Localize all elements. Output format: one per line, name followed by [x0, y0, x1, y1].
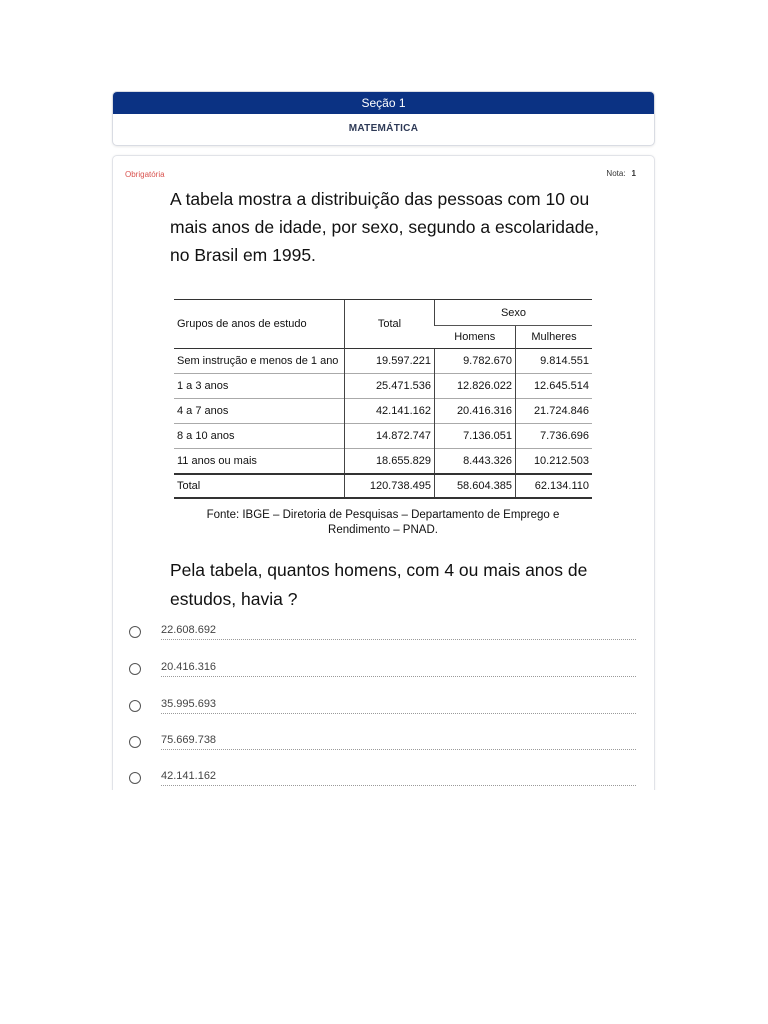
cell-homens: 12.826.022 — [435, 374, 516, 399]
col-header-total: Total — [345, 300, 435, 349]
answer-option-label: 42.141.162 — [161, 770, 636, 786]
col-header-homens: Homens — [435, 326, 516, 349]
question-statement: A tabela mostra a distribuição das pessoas com 10 ou mais anos de idade, por sexo, segundo a escolaridade, no Brasil em 1995. — [170, 189, 600, 265]
table-source: Fonte: IBGE – Diretoria de Pesquisas – Departamento de Emprego e Rendimento – PNAD. — [206, 509, 560, 536]
cell-homens: 9.782.670 — [435, 349, 516, 374]
col-header-group: Grupos de anos de estudo — [174, 300, 345, 349]
cell-group: Total — [174, 474, 345, 498]
grade — [606, 169, 636, 178]
cell-total: 14.872.747 — [345, 424, 435, 449]
col-header-mulheres: Mulheres — [516, 326, 593, 349]
answer-option-label: 35.995.693 — [161, 698, 636, 714]
radio-button[interactable] — [129, 772, 141, 784]
cell-homens: 7.136.051 — [435, 424, 516, 449]
answer-option[interactable] — [123, 624, 638, 648]
cell-mulheres: 62.134.110 — [516, 474, 593, 498]
section-subtitle: MATEMÁTICA — [348, 123, 419, 134]
cell-total: 120.738.495 — [345, 474, 435, 498]
table-total-row — [174, 474, 592, 498]
cell-total: 42.141.162 — [345, 399, 435, 424]
section-card — [112, 91, 655, 146]
table-row — [174, 399, 592, 424]
answer-option-label: 75.669.738 — [161, 734, 636, 750]
cell-mulheres: 10.212.503 — [516, 449, 593, 475]
answer-option-label: 20.416.316 — [161, 661, 636, 677]
cell-group: 11 anos ou mais — [174, 449, 345, 475]
table-row — [174, 374, 592, 399]
table-row — [174, 424, 592, 449]
col-header-sexo: Sexo — [435, 300, 593, 326]
answer-option[interactable] — [123, 734, 638, 758]
cell-homens: 8.443.326 — [435, 449, 516, 475]
page-blank-area — [0, 790, 768, 1024]
answer-option[interactable] — [123, 661, 638, 685]
cell-group: 1 a 3 anos — [174, 374, 345, 399]
grade-value: 1 — [631, 169, 636, 178]
radio-button[interactable] — [129, 663, 141, 675]
required-label: Obrigatória — [125, 170, 165, 179]
grade-label: Nota: — [606, 169, 626, 178]
section-title: Seção 1 — [113, 92, 654, 114]
cell-mulheres: 12.645.514 — [516, 374, 593, 399]
cell-total: 19.597.221 — [345, 349, 435, 374]
cell-total: 18.655.829 — [345, 449, 435, 475]
radio-button[interactable] — [129, 736, 141, 748]
data-table — [174, 299, 592, 499]
answer-option[interactable] — [123, 698, 638, 722]
cell-mulheres: 7.736.696 — [516, 424, 593, 449]
radio-button[interactable] — [129, 700, 141, 712]
cell-group: 8 a 10 anos — [174, 424, 345, 449]
answer-option-label: 22.608.692 — [161, 624, 636, 640]
table-row — [174, 349, 592, 374]
cell-mulheres: 21.724.846 — [516, 399, 593, 424]
cell-total: 25.471.536 — [345, 374, 435, 399]
cell-mulheres: 9.814.551 — [516, 349, 593, 374]
cell-group: 4 a 7 anos — [174, 399, 345, 424]
radio-button[interactable] — [129, 626, 141, 638]
cell-homens: 58.604.385 — [435, 474, 516, 498]
table-row — [174, 449, 592, 475]
question-card — [112, 155, 655, 806]
cell-homens: 20.416.316 — [435, 399, 516, 424]
question-prompt: Pela tabela, quantos homens, com 4 ou mais anos de estudos, havia ? — [170, 560, 588, 609]
cell-group: Sem instrução e menos de 1 ano — [174, 349, 345, 374]
